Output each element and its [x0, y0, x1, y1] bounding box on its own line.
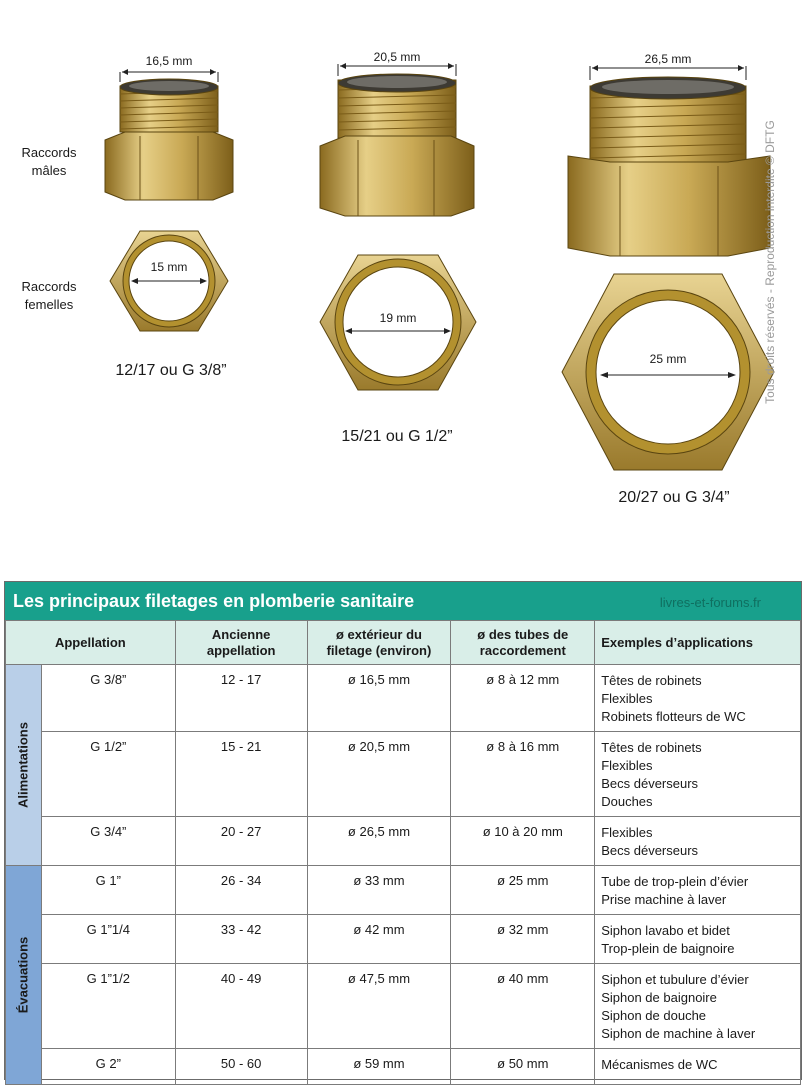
- copyright-watermark: Tous droits réservés - Reproduction interdite © DFTG: [763, 120, 777, 404]
- cell-exterieur: ø 16,5 mm: [307, 665, 451, 732]
- table-row: [6, 964, 801, 1049]
- cell-exterieur: ø 20,5 mm: [307, 732, 451, 817]
- threads-table-panel: [4, 581, 802, 1080]
- female-dim-3: 25 mm: [649, 352, 687, 366]
- table-row: [6, 732, 801, 817]
- cell-exterieur: ø 59 mm: [307, 1049, 451, 1085]
- header-exemples: Exemples d’applications: [595, 621, 801, 665]
- table-row: [6, 866, 801, 915]
- table-title: Les principaux filetages en plomberie sanitaire: [13, 591, 415, 611]
- cell-tubes: ø 32 mm: [451, 915, 595, 964]
- cell-ancienne: 50 - 60: [175, 1049, 307, 1085]
- cell-ancienne: 15 - 21: [175, 732, 307, 817]
- header-tubes: ø des tubes de raccordement: [451, 621, 595, 665]
- cell-ancienne: 33 - 42: [175, 915, 307, 964]
- table-row: [6, 817, 801, 866]
- cell-appellation: G 3/8”: [41, 665, 175, 732]
- female-fitting-1: [110, 231, 228, 331]
- header-appellation: Appellation: [6, 621, 176, 665]
- cell-appellation: G 1”1/2: [41, 964, 175, 1049]
- male-dim-3: 26,5 mm: [644, 52, 692, 66]
- female-fitting-3: [562, 274, 774, 470]
- cell-ancienne: 26 - 34: [175, 866, 307, 915]
- male-fitting-1: [105, 69, 233, 200]
- cell-exterieur: ø 47,5 mm: [307, 964, 451, 1049]
- cell-apps: Têtes de robinets Flexibles Becs déverseurs Douches: [595, 732, 801, 817]
- size-label-1: 12/17 ou G 3/8”: [115, 362, 227, 379]
- threads-table: [5, 620, 801, 1085]
- cell-tubes: ø 8 à 12 mm: [451, 665, 595, 732]
- male-fitting-3: [568, 65, 770, 256]
- cell-appellation: G 1/2”: [41, 732, 175, 817]
- table-row: [6, 1049, 801, 1085]
- cell-exterieur: ø 42 mm: [307, 915, 451, 964]
- cell-ancienne: 20 - 27: [175, 817, 307, 866]
- male-fittings-label: Raccords mâles: [21, 145, 77, 178]
- cell-appellation: G 1”: [41, 866, 175, 915]
- cell-tubes: ø 10 à 20 mm: [451, 817, 595, 866]
- cell-tubes: ø 40 mm: [451, 964, 595, 1049]
- cell-ancienne: 40 - 49: [175, 964, 307, 1049]
- category-alimentations: Alimentations: [6, 665, 42, 866]
- site-watermark: livres-et-forums.fr: [659, 595, 761, 610]
- table-row: [6, 665, 801, 732]
- cell-ancienne: 12 - 17: [175, 665, 307, 732]
- cell-appellation: G 2”: [41, 1049, 175, 1085]
- cell-tubes: ø 50 mm: [451, 1049, 595, 1085]
- cell-appellation: G 3/4”: [41, 817, 175, 866]
- cell-apps: Mécanismes de WC: [595, 1049, 801, 1085]
- category-evacuations: Évacuations: [6, 866, 42, 1085]
- male-fitting-2: [320, 63, 474, 216]
- female-fittings-label: Raccords femelles: [21, 279, 77, 312]
- cell-appellation: G 1”1/4: [41, 915, 175, 964]
- cell-exterieur: ø 33 mm: [307, 866, 451, 915]
- table-header-row: [6, 621, 801, 665]
- female-dim-1: 15 mm: [150, 260, 188, 274]
- table-title-bar: [5, 582, 801, 620]
- cell-apps: Tube de trop-plein d’évier Prise machine à laver: [595, 866, 801, 915]
- male-dim-2: 20,5 mm: [373, 50, 421, 64]
- size-label-2: 15/21 ou G 1/2”: [341, 428, 453, 445]
- table-row: [6, 915, 801, 964]
- header-ancienne: Ancienne appellation: [175, 621, 307, 665]
- header-exterieur: ø extérieur du filetage (environ): [307, 621, 451, 665]
- cell-apps: Siphon lavabo et bidet Trop-plein de baignoire: [595, 915, 801, 964]
- cell-exterieur: ø 26,5 mm: [307, 817, 451, 866]
- male-dim-1: 16,5 mm: [145, 54, 193, 68]
- female-dim-2: 19 mm: [379, 311, 417, 325]
- cell-tubes: ø 25 mm: [451, 866, 595, 915]
- cell-apps: Têtes de robinets Flexibles Robinets flotteurs de WC: [595, 665, 801, 732]
- cell-tubes: ø 8 à 16 mm: [451, 732, 595, 817]
- size-label-3: 20/27 ou G 3/4”: [618, 489, 730, 506]
- cell-apps: Siphon et tubulure d’évier Siphon de baignoire Siphon de douche Siphon de machine à laver: [595, 964, 801, 1049]
- cell-apps: Flexibles Becs déverseurs: [595, 817, 801, 866]
